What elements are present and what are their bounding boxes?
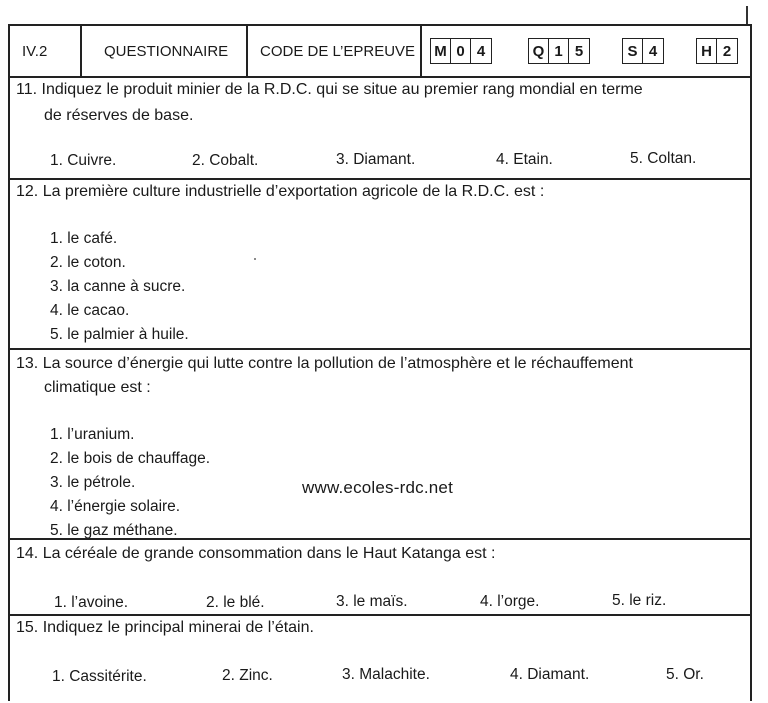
page-edge-mark [746, 6, 748, 24]
code-char: Q [529, 39, 549, 63]
answer-option: 1. Cassitérite. [52, 668, 147, 685]
code-char: 4 [476, 42, 486, 60]
answer-option: 4. l’énergie solaire. [50, 498, 181, 515]
question-12 [10, 180, 750, 350]
answer-option: 2. le blé. [206, 594, 265, 611]
answer-option: 3. le pétrole. [50, 474, 136, 491]
code-char: 0 [451, 39, 471, 63]
question-11 [10, 76, 750, 180]
code-group-q [528, 38, 590, 64]
answer-option: 4. Etain. [496, 151, 553, 168]
document-type: QUESTIONNAIRE [104, 42, 229, 60]
scan-speck [254, 258, 256, 260]
answer-option: 1. Cuivre. [50, 152, 117, 169]
answer-option: 1. l’uranium. [50, 426, 135, 443]
question-14 [10, 540, 750, 616]
answer-option: 5. le riz. [612, 592, 667, 609]
answer-option: 4. le cacao. [50, 302, 130, 319]
question-text: 13. La source d’énergie qui lutte contre la pollution de l’atmosphère et le réchauffement [16, 355, 633, 372]
code-char: H [697, 39, 717, 63]
question-text: 11. Indiquez le produit minier de la R.D.C. qui se situe au premier rang mondial en terme [16, 81, 643, 98]
answer-option: 3. le maïs. [336, 593, 408, 610]
code-group-s [622, 38, 664, 64]
question-13 [10, 350, 750, 540]
code-char: 2 [722, 42, 732, 60]
question-text-continued: climatique est : [44, 379, 151, 396]
code-label: CODE DE L’EPREUVE [260, 42, 416, 60]
question-text: 14. La céréale de grande consommation dans le Haut Katanga est : [16, 545, 496, 562]
answer-option: 2. Zinc. [222, 667, 273, 684]
answer-option: 5. le gaz méthane. [50, 522, 178, 539]
answer-option: 5. Coltan. [630, 150, 697, 167]
code-char: 4 [648, 42, 658, 60]
website-watermark: www.ecoles-rdc.net [302, 478, 453, 497]
answer-option: 4. l’orge. [480, 593, 540, 610]
answer-option: 3. Malachite. [342, 666, 430, 683]
answer-option: 3. Diamant. [336, 151, 416, 168]
answer-option: 5. le palmier à huile. [50, 326, 189, 343]
answer-option: 2. le coton. [50, 254, 126, 271]
code-char: 1 [549, 39, 569, 63]
answer-option: 5. Or. [666, 666, 704, 683]
answer-option: 1. le café. [50, 230, 118, 247]
answer-option: 1. l’avoine. [54, 594, 129, 611]
exam-sheet [8, 24, 752, 701]
question-text-continued: de réserves de base. [44, 107, 194, 124]
answer-option: 2. le bois de chauffage. [50, 450, 211, 467]
exam-header [10, 26, 750, 78]
code-char: 5 [574, 42, 584, 60]
code-char: S [623, 39, 643, 63]
question-15 [10, 616, 750, 703]
answer-option: 3. la canne à sucre. [50, 278, 186, 295]
answer-option: 4. Diamant. [510, 666, 590, 683]
section-number: IV.2 [22, 42, 48, 60]
code-group-m [430, 38, 492, 64]
question-text: 12. La première culture industrielle d’exportation agricole de la R.D.C. est : [16, 183, 545, 200]
question-text: 15. Indiquez le principal minerai de l’étain. [16, 619, 314, 636]
answer-option: 2. Cobalt. [192, 152, 259, 169]
code-char: M [431, 39, 451, 63]
code-group-h [696, 38, 738, 64]
